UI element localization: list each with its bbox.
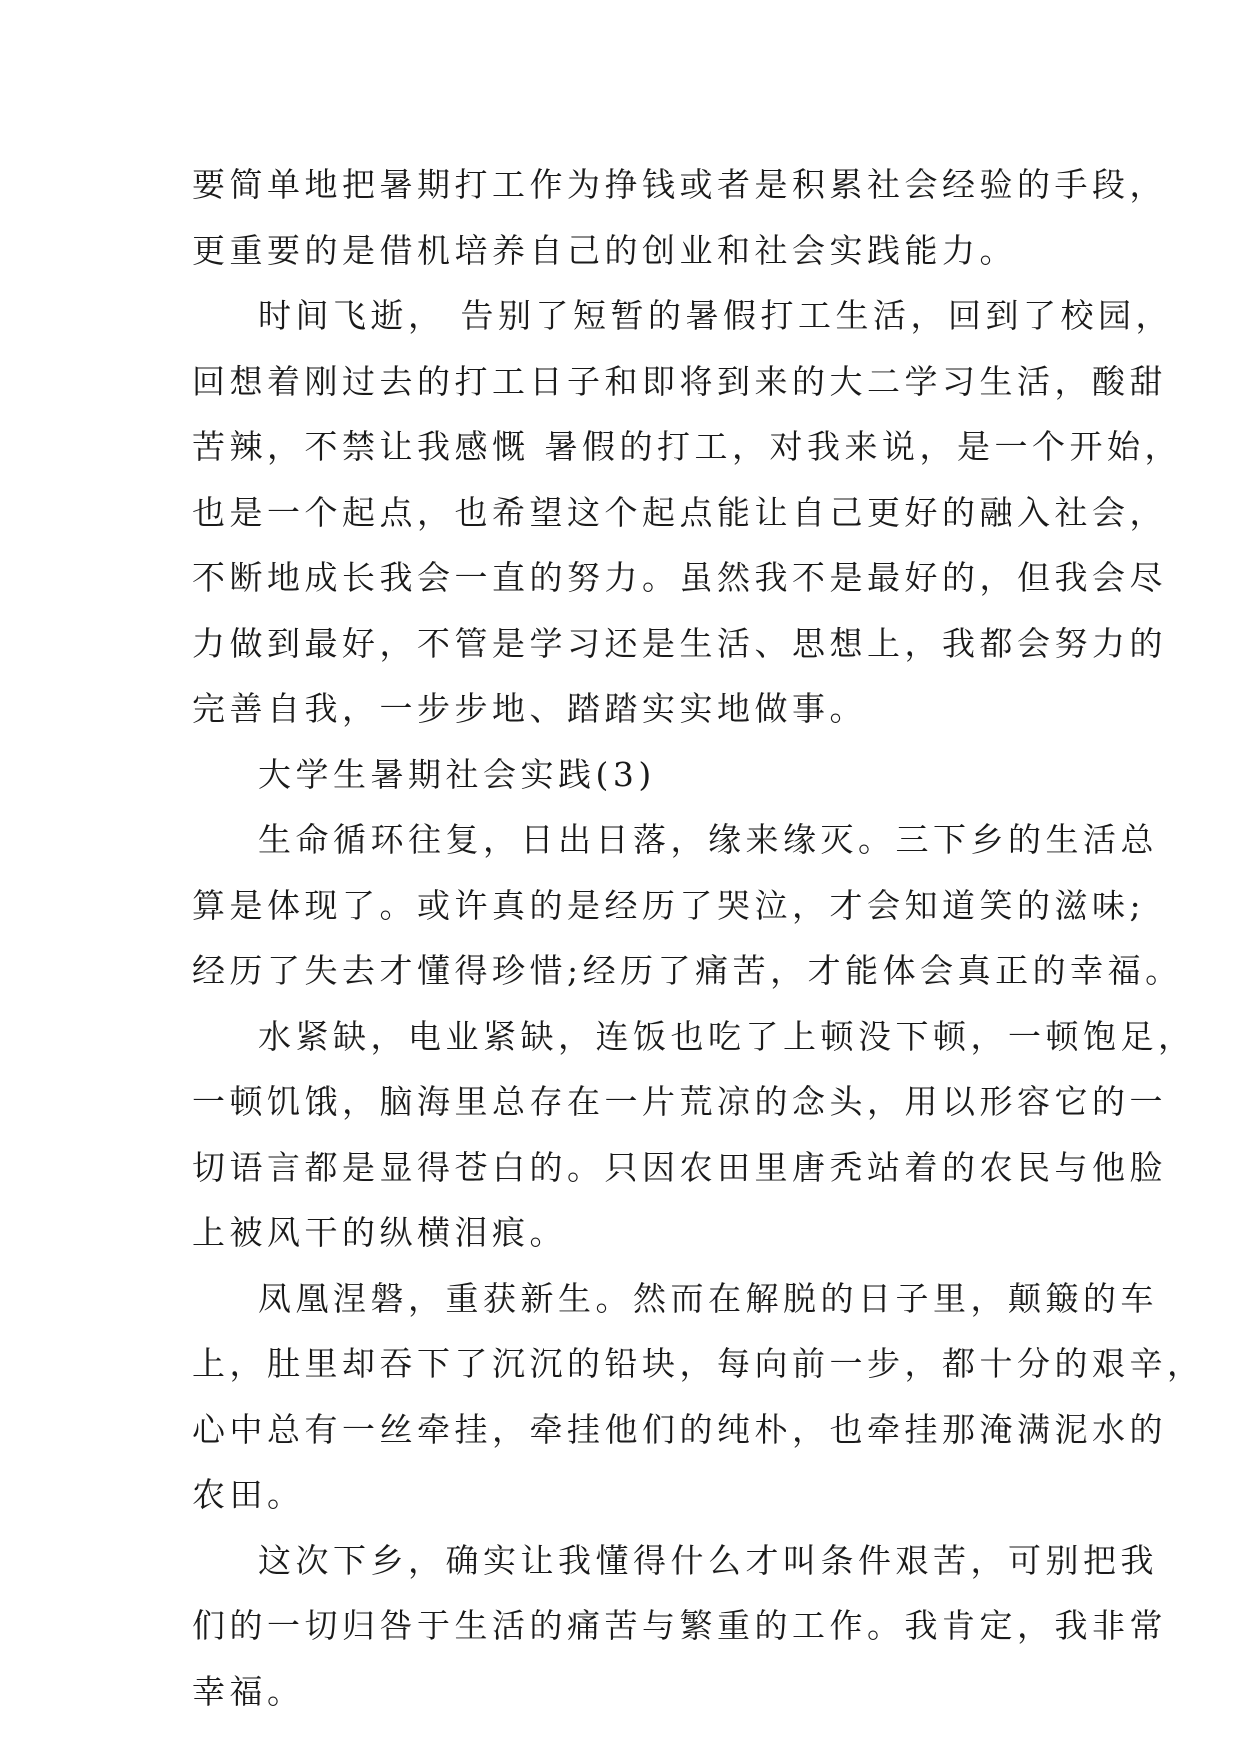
text-line-4: 回想着刚过去的打工日子和即将到来的大二学习生活，酸甜 (192, 361, 1167, 401)
text-line-23: 们的一切归咎于生活的痛苦与繁重的工作。我肯定，我非常 (192, 1606, 1167, 1645)
paragraph-start-line: 时间飞逝， 告别了短暂的暑假打工生活，回到了校园， (258, 296, 1173, 335)
paragraph-start-line: 这次下乡，确实让我懂得什么才叫条件艰苦，可别把我 (258, 1540, 1158, 1580)
text-line-5: 苦辣，不禁让我感慨 暑假的打工，对我来说，是一个开始， (192, 427, 1182, 466)
text-line-6: 也是一个起点，也希望这个起点能让自己更好的融入社会， (192, 492, 1167, 532)
text-line-8: 力做到最好，不管是学习还是生活、思想上，我都会努力的 (192, 623, 1167, 663)
text-line-20: 心中总有一丝牵挂，牵挂他们的纯朴，也牵挂那淹满泥水的 (192, 1409, 1167, 1449)
section-heading: 大学生暑期社会实践(3) (258, 754, 656, 794)
paragraph-start-line: 生命循环往复，日出日落，缘来缘灭。三下乡的生活总 (258, 820, 1158, 859)
text-line-19: 上，肚里却吞下了沉沉的铅块，每向前一步，都十分的艰辛， (192, 1344, 1205, 1383)
text-line-15: 一顿饥饿，脑海里总存在一片荒凉的念头，用以形容它的一 (192, 1082, 1167, 1121)
paragraph-start-line: 水紧缺，电业紧缺，连饭也吃了上顿没下顿，一顿饱足， (258, 1016, 1196, 1056)
text-line-24: 幸福。 (192, 1671, 305, 1711)
text-line-9: 完善自我，一步步地、踏踏实实地做事。 (192, 689, 867, 728)
paragraph-start-line: 凤凰涅磐，重获新生。然而在解脱的日子里，颠簸的车 (258, 1278, 1158, 1318)
text-line-16: 切语言都是显得苍白的。只因农田里唐秃站着的农民与他脸 (192, 1147, 1167, 1187)
text-line-7: 不断地成长我会一直的努力。虽然我不是最好的，但我会尽 (192, 558, 1167, 597)
text-line-17: 上被风干的纵横泪痕。 (192, 1213, 567, 1252)
document-page (192, 152, 1205, 1724)
text-line-2: 更重要的是借机培养自己的创业和社会实践能力。 (192, 230, 1017, 270)
text-line-13: 经历了失去才懂得珍惜;经历了痛苦，才能体会真正的幸福。 (192, 951, 1183, 990)
text-line-12: 算是体现了。或许真的是经历了哭泣，才会知道笑的滋味; (192, 885, 1146, 925)
text-line-21: 农田。 (192, 1475, 305, 1514)
text-line-1: 要简单地把暑期打工作为挣钱或者是积累社会经验的手段， (192, 165, 1167, 204)
